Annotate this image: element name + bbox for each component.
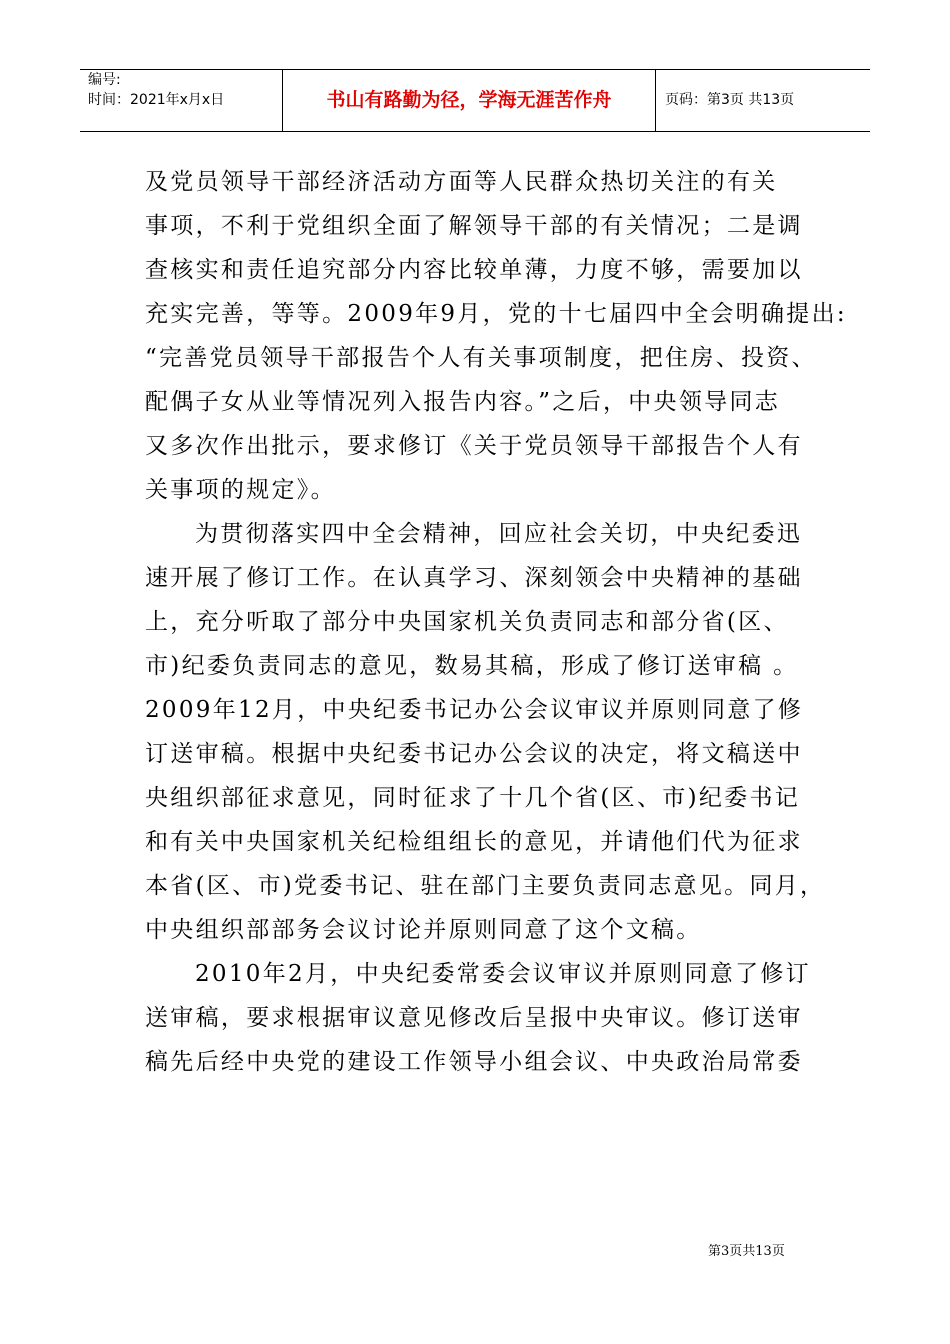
- body-line: 充实完善，等等。2009年9月，党的十七届四中全会明确提出:: [145, 301, 847, 327]
- body-line: 上，充分听取了部分中央国家机关负责同志和部分省(区、: [145, 609, 789, 635]
- body-line: 本省(区、市)党委书记、驻在部门主要负责同志意见。同月，: [145, 873, 826, 899]
- body-line: “完善党员领导干部报告个人有关事项制度，把住房、投资、: [145, 345, 817, 371]
- body-line: 查核实和责任追究部分内容比较单薄，力度不够，需要加以: [145, 257, 803, 283]
- body-line: 市)纪委负责同志的意见，数易其稿，形成了修订送审稿 。: [145, 653, 799, 679]
- body-line: 送审稿，要求根据审议意见修改后呈报中央审议。修订送审: [145, 1005, 803, 1031]
- body-line: 速开展了修订工作。在认真学习、深刻领会中央精神的基础: [145, 565, 803, 591]
- body-line: 稿先后经中央党的建设工作领导小组会议、中央政治局常委: [145, 1049, 803, 1075]
- page-footer-number: 第3页共13页: [708, 1244, 785, 1259]
- body-line: 央组织部征求意见，同时征求了十几个省(区、市)纪委书记: [145, 785, 801, 811]
- header-page-cell: [655, 70, 870, 131]
- body-line: 配偶子女从业等情况列入报告内容。”之后，中央领导同志: [145, 389, 781, 415]
- body-line: 事项，不利于党组织全面了解领导干部的有关情况；二是调: [145, 213, 803, 239]
- body-line: 和有关中央国家机关纪检组组长的意见，并请他们代为征求: [145, 829, 803, 855]
- body-line: 又多次作出批示，要求修订《关于党员领导干部报告个人有: [145, 433, 803, 459]
- body-line: 中央组织部部务会议讨论并原则同意了这个文稿。: [145, 917, 702, 943]
- header-motto: 书山有路勤为径，学海无涯苦作舟: [326, 89, 612, 111]
- body-line: 订送审稿。根据中央纪委书记办公会议的决定，将文稿送中: [145, 741, 803, 767]
- body-line: 2010年2月，中央纪委常委会议审议并原则同意了修订: [195, 961, 811, 987]
- body-line: 为贯彻落实四中全会精神，回应社会关切，中央纪委迅: [195, 521, 803, 547]
- header-motto-cell: [282, 70, 656, 131]
- document-body: [145, 160, 847, 1084]
- body-line: 2009年12月，中央纪委书记办公会议审议并原则同意了修: [145, 697, 804, 723]
- page-header: [80, 69, 870, 132]
- document-number-label: 编号:: [88, 72, 121, 88]
- body-line: 关事项的规定》。: [145, 477, 336, 503]
- body-line: 及党员领导干部经济活动方面等人民群众热切关注的有关: [145, 169, 778, 195]
- document-time-label: 时间：2021年x月x日: [88, 92, 225, 108]
- header-meta-cell: [80, 70, 282, 131]
- header-page-info: 页码：第3页 共13页: [665, 92, 795, 108]
